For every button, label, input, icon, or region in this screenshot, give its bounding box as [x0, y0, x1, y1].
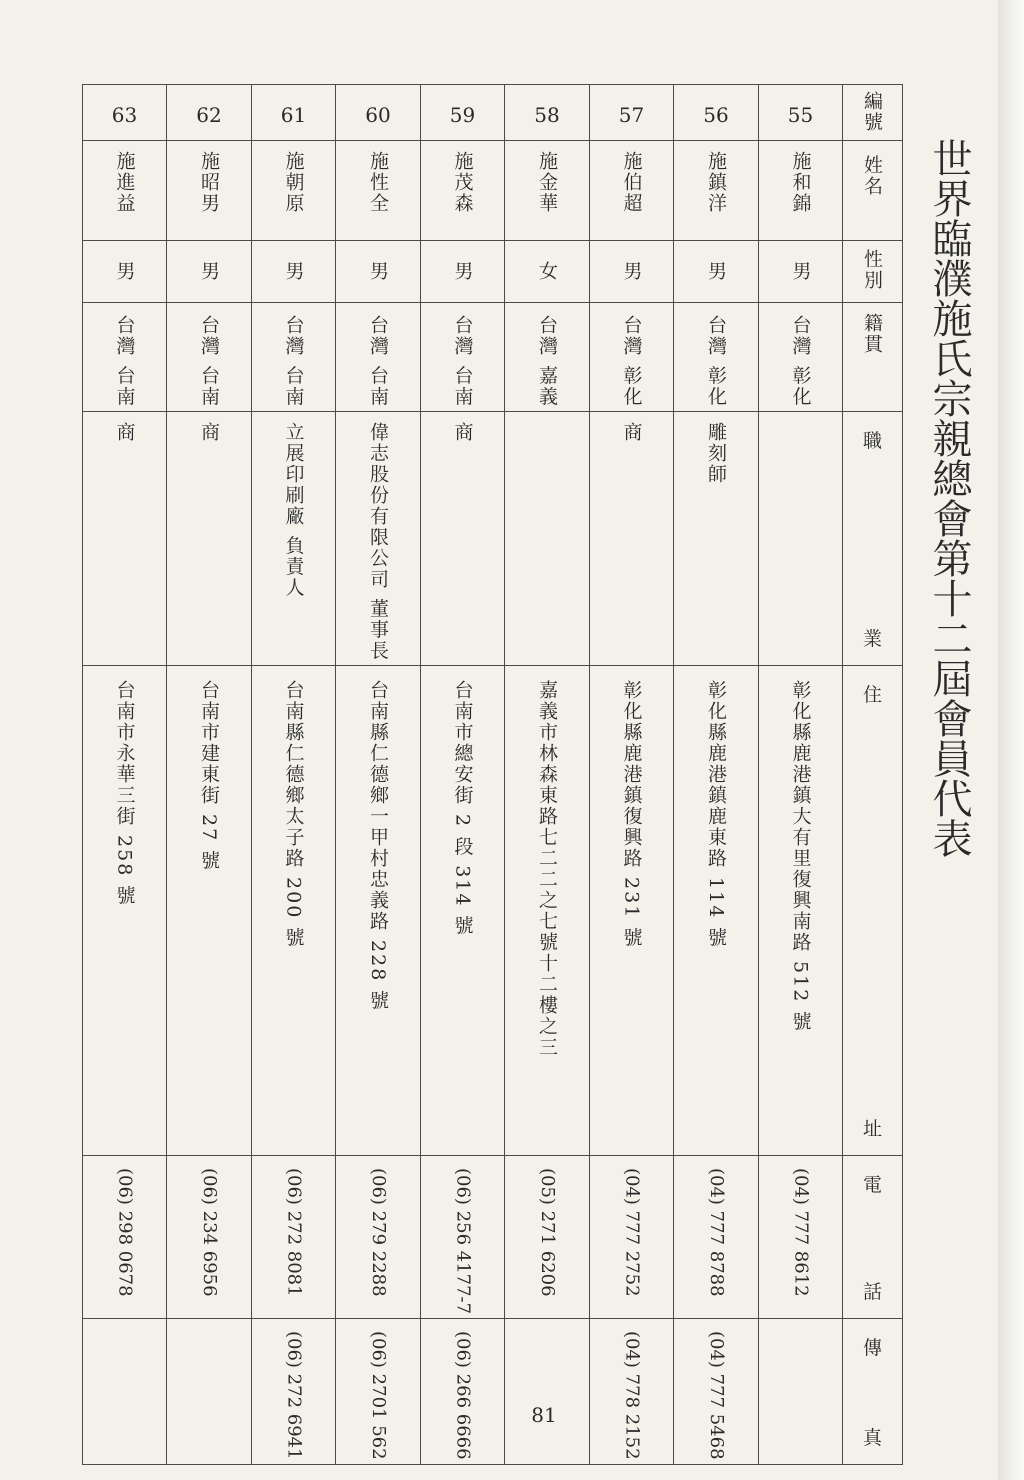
member-number: 59	[449, 103, 476, 127]
member-origin: 台灣 彰化	[620, 315, 643, 408]
header-origin: 籍貫	[861, 313, 883, 355]
member-occupation: 商	[620, 422, 643, 444]
row-name	[83, 141, 903, 241]
header-gender: 性別	[861, 249, 883, 291]
row-occupation	[83, 412, 903, 666]
member-occupation: 商	[451, 422, 474, 444]
row-number	[83, 85, 903, 141]
page-edge	[998, 0, 1024, 1480]
member-occupation: 雕刻師	[705, 422, 727, 486]
member-number: 61	[280, 103, 307, 127]
member-number: 58	[534, 103, 560, 127]
member-fax: (06) 2701 562	[368, 1331, 389, 1460]
member-phone: (04) 777 2752	[621, 1168, 643, 1297]
member-origin: 台灣 台南	[113, 315, 136, 408]
member-origin: 台灣 台南	[451, 315, 474, 408]
member-fax: (06) 266 6666	[452, 1331, 474, 1460]
member-origin: 台灣 彰化	[705, 315, 727, 408]
member-name: 施性全	[367, 151, 389, 214]
member-address: 台南市永華三街 258 號	[113, 680, 136, 907]
member-occupation: 偉志股份有限公司 董事長	[367, 422, 389, 662]
member-address: 彰化縣鹿港鎮復興路 231 號	[620, 680, 643, 949]
member-name: 施鎮洋	[705, 151, 727, 214]
member-origin: 台灣 台南	[198, 315, 220, 408]
row-address	[83, 666, 903, 1156]
member-occupation: 商	[198, 422, 220, 444]
header-name: 姓名	[861, 155, 883, 197]
member-origin: 台灣 彰化	[789, 315, 812, 408]
page-title: 世界臨濮施氏宗親總會第十二屆會員代表	[926, 138, 972, 858]
row-origin	[83, 303, 903, 412]
row-phone	[83, 1156, 903, 1319]
member-occupation: 立展印刷廠 負責人	[282, 422, 305, 599]
member-address: 台南市建東街 27 號	[198, 680, 220, 872]
member-phone: (04) 777 8612	[790, 1168, 812, 1297]
member-fax: (04) 777 5468	[706, 1331, 727, 1460]
member-name: 施和錦	[789, 151, 812, 214]
member-occupation: 商	[113, 422, 136, 444]
member-table	[82, 84, 903, 1465]
member-phone: (06) 256 4177-7	[452, 1168, 474, 1315]
member-phone: (06) 272 8081	[283, 1168, 305, 1297]
member-phone: (06) 234 6956	[199, 1168, 220, 1297]
row-fax	[83, 1319, 903, 1465]
member-number: 60	[365, 103, 391, 127]
member-number: 55	[787, 103, 814, 127]
member-origin: 台灣 嘉義	[536, 315, 558, 408]
member-origin: 台灣 台南	[367, 315, 389, 408]
member-phone: (05) 271 6206	[537, 1168, 558, 1297]
member-name: 施伯超	[620, 151, 643, 214]
member-gender: 女	[536, 261, 558, 282]
header-phone: 電 話	[862, 1174, 882, 1304]
member-fax: (04) 778 2152	[621, 1331, 643, 1460]
member-fax: (06) 272 6941	[283, 1331, 305, 1460]
member-gender: 男	[451, 261, 474, 282]
header-fax: 傳 真	[862, 1337, 882, 1450]
member-name: 施金華	[536, 151, 558, 214]
member-gender: 男	[705, 261, 727, 282]
member-number: 56	[703, 103, 729, 127]
member-number: 62	[196, 103, 222, 127]
member-gender: 男	[789, 261, 812, 282]
member-phone: (04) 777 8788	[706, 1168, 727, 1297]
member-name: 施昭男	[198, 151, 220, 214]
member-address: 彰化縣鹿港鎮鹿東路 114 號	[705, 680, 727, 949]
member-name: 施朝原	[282, 151, 305, 214]
member-address: 台南市總安街 2 段 314 號	[451, 680, 474, 937]
header-address: 住 址	[862, 684, 882, 1141]
member-gender: 男	[620, 261, 643, 282]
member-address: 台南縣仁德鄉太子路 200 號	[282, 680, 305, 949]
member-address: 台南縣仁德鄉一甲村忠義路 228 號	[367, 680, 389, 1012]
member-phone: (06) 298 0678	[114, 1168, 136, 1297]
member-address: 嘉義市林森東路七二二之七號十二樓之三	[536, 680, 558, 1059]
row-gender	[83, 241, 903, 303]
member-number: 57	[618, 103, 645, 127]
member-gender: 男	[282, 261, 305, 282]
member-number: 63	[111, 103, 138, 127]
page-number: 81	[531, 1403, 557, 1427]
member-name: 施茂森	[451, 151, 474, 214]
member-gender: 男	[198, 261, 220, 282]
member-gender: 男	[367, 261, 389, 282]
member-gender: 男	[113, 261, 136, 282]
member-origin: 台灣 台南	[282, 315, 305, 408]
header-number: 編號	[861, 91, 883, 133]
member-phone: (06) 279 2288	[368, 1168, 389, 1297]
header-occupation: 職 業	[862, 430, 882, 651]
member-address: 彰化縣鹿港鎮大有里復興南路 512 號	[789, 680, 812, 1033]
member-name: 施進益	[113, 151, 136, 214]
